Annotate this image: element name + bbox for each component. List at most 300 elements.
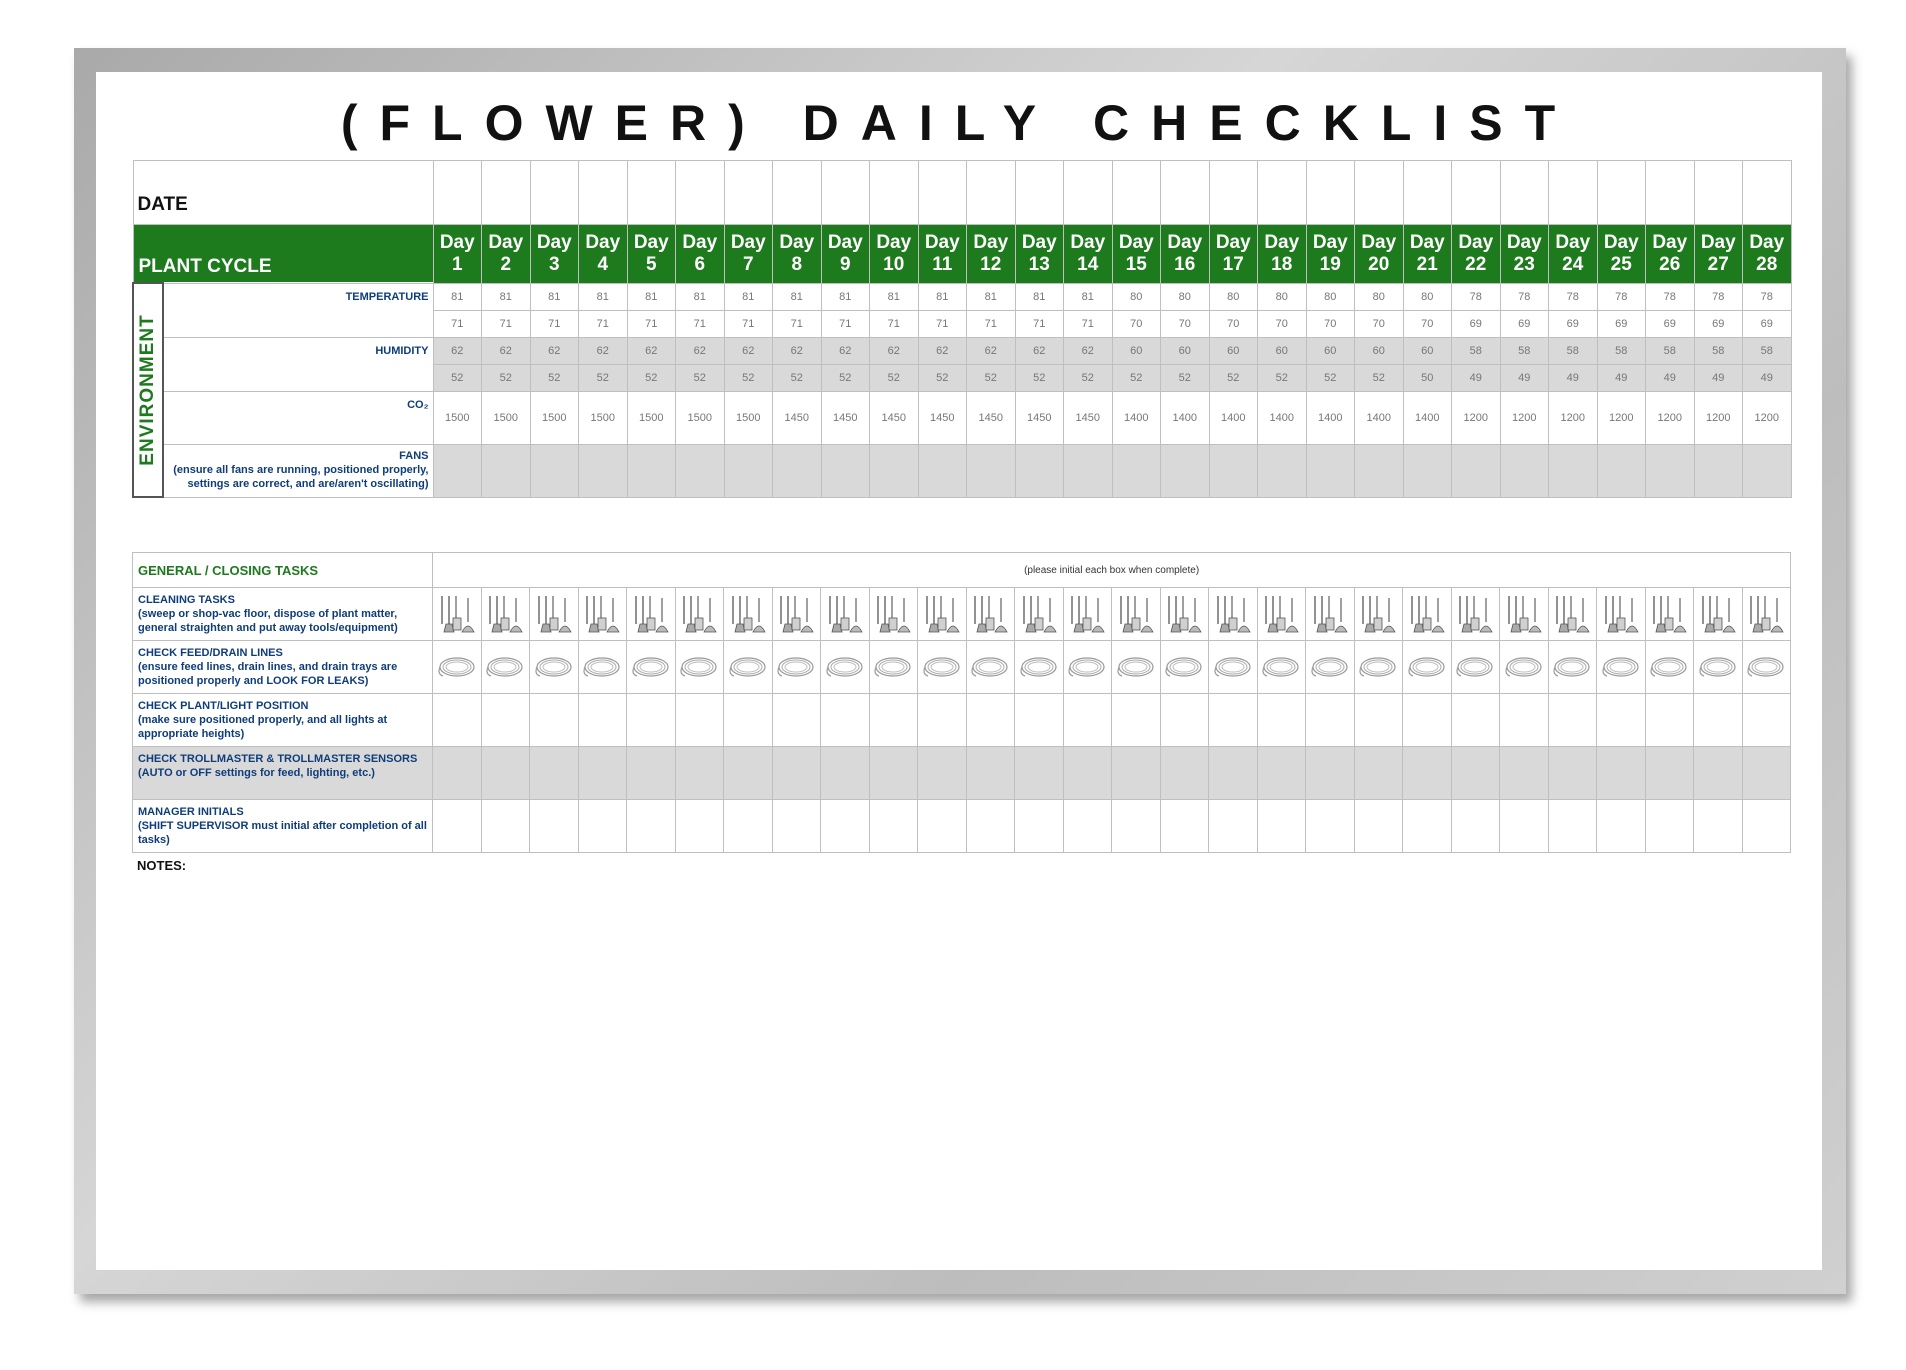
task-check-cell[interactable] bbox=[821, 694, 870, 747]
day-header bbox=[1015, 225, 1064, 284]
date-cell[interactable] bbox=[676, 161, 725, 225]
fans-check-cell[interactable] bbox=[433, 444, 482, 497]
fans-check-cell[interactable] bbox=[1500, 444, 1549, 497]
task-check-cell[interactable] bbox=[1209, 747, 1258, 800]
hose-coil-icon bbox=[1258, 654, 1306, 680]
date-cell[interactable] bbox=[967, 161, 1016, 225]
task-check-cell[interactable] bbox=[869, 588, 918, 641]
day-word: Day bbox=[876, 231, 912, 253]
env-value: 78 bbox=[1646, 283, 1695, 310]
day-number: 21 bbox=[1416, 253, 1438, 275]
env-value: 58 bbox=[1452, 337, 1501, 364]
task-check-cell[interactable] bbox=[1063, 641, 1112, 694]
fans-check-cell[interactable] bbox=[676, 444, 725, 497]
task-check-cell[interactable] bbox=[433, 800, 482, 853]
task-check-cell[interactable] bbox=[1257, 588, 1306, 641]
task-check-cell[interactable] bbox=[966, 641, 1015, 694]
date-cell[interactable] bbox=[530, 161, 579, 225]
fans-check-cell[interactable] bbox=[1694, 444, 1743, 497]
hose-coil-icon bbox=[482, 654, 530, 680]
fans-check-cell[interactable] bbox=[1161, 444, 1210, 497]
task-check-cell[interactable] bbox=[724, 694, 773, 747]
task-check-cell[interactable] bbox=[1548, 641, 1597, 694]
cleaning-tools-icon bbox=[1743, 594, 1791, 634]
task-check-cell[interactable] bbox=[578, 800, 627, 853]
fans-check-cell[interactable] bbox=[918, 444, 967, 497]
env-value: 62 bbox=[870, 337, 919, 364]
task-check-cell[interactable] bbox=[724, 800, 773, 853]
date-cell[interactable] bbox=[1209, 161, 1258, 225]
env-value: 52 bbox=[870, 364, 919, 391]
date-cell[interactable] bbox=[579, 161, 628, 225]
day-number: 22 bbox=[1465, 253, 1487, 275]
task-check-cell[interactable] bbox=[918, 641, 967, 694]
cleaning-tools-icon bbox=[1597, 594, 1645, 634]
task-check-cell[interactable] bbox=[1403, 694, 1452, 747]
cleaning-tools-icon bbox=[579, 594, 627, 634]
task-check-cell[interactable] bbox=[966, 800, 1015, 853]
task-check-cell[interactable] bbox=[1257, 800, 1306, 853]
task-check-cell[interactable] bbox=[821, 588, 870, 641]
task-check-cell[interactable] bbox=[1645, 800, 1694, 853]
env-value: 1200 bbox=[1597, 391, 1646, 444]
task-check-cell[interactable] bbox=[627, 800, 676, 853]
task-check-cell[interactable] bbox=[1306, 694, 1355, 747]
task-check-cell[interactable] bbox=[1112, 800, 1161, 853]
task-check-cell[interactable] bbox=[1694, 694, 1743, 747]
date-cell[interactable] bbox=[1452, 161, 1501, 225]
task-check-cell[interactable] bbox=[481, 800, 530, 853]
task-check-cell[interactable] bbox=[1160, 747, 1209, 800]
fans-check-cell[interactable] bbox=[1258, 444, 1307, 497]
date-cell[interactable] bbox=[1306, 161, 1355, 225]
env-value: 81 bbox=[967, 283, 1016, 310]
date-cell[interactable] bbox=[627, 161, 676, 225]
day-number: 25 bbox=[1610, 253, 1632, 275]
date-cell[interactable] bbox=[482, 161, 531, 225]
day-word: Day bbox=[439, 231, 475, 253]
task-check-cell[interactable] bbox=[869, 747, 918, 800]
task-check-cell[interactable] bbox=[1645, 747, 1694, 800]
fans-check-cell[interactable] bbox=[1355, 444, 1404, 497]
env-value: 1500 bbox=[627, 391, 676, 444]
task-check-cell[interactable] bbox=[433, 588, 482, 641]
task-check-cell[interactable] bbox=[918, 588, 967, 641]
task-check-cell[interactable] bbox=[772, 800, 821, 853]
env-value: 69 bbox=[1452, 310, 1501, 337]
task-check-cell[interactable] bbox=[1403, 641, 1452, 694]
task-check-cell[interactable] bbox=[481, 694, 530, 747]
fans-check-cell[interactable] bbox=[1646, 444, 1695, 497]
date-cell[interactable] bbox=[870, 161, 919, 225]
task-check-cell[interactable] bbox=[1354, 800, 1403, 853]
task-check-cell[interactable] bbox=[1597, 747, 1646, 800]
task-check-cell[interactable] bbox=[821, 641, 870, 694]
date-cell[interactable] bbox=[1694, 161, 1743, 225]
hose-coil-icon bbox=[1743, 654, 1791, 680]
hose-coil-icon bbox=[870, 654, 918, 680]
date-cell[interactable] bbox=[1064, 161, 1113, 225]
task-check-cell[interactable] bbox=[1160, 800, 1209, 853]
env-value: 80 bbox=[1209, 283, 1258, 310]
day-word: Day bbox=[1070, 231, 1106, 253]
task-check-cell[interactable] bbox=[1645, 588, 1694, 641]
env-value: 1400 bbox=[1306, 391, 1355, 444]
task-check-cell[interactable] bbox=[1645, 694, 1694, 747]
fans-title: FANS bbox=[399, 449, 429, 462]
task-check-cell[interactable] bbox=[724, 588, 773, 641]
task-check-cell[interactable] bbox=[1209, 588, 1258, 641]
task-row bbox=[133, 641, 1791, 694]
day-header bbox=[1112, 225, 1161, 284]
task-check-cell[interactable] bbox=[1306, 588, 1355, 641]
fans-check-cell[interactable] bbox=[482, 444, 531, 497]
task-check-cell[interactable] bbox=[1063, 694, 1112, 747]
hose-coil-icon bbox=[579, 654, 627, 680]
task-check-cell[interactable] bbox=[1451, 747, 1500, 800]
task-check-cell[interactable] bbox=[1257, 694, 1306, 747]
task-check-cell[interactable] bbox=[1742, 694, 1791, 747]
task-check-cell[interactable] bbox=[1209, 800, 1258, 853]
task-check-cell[interactable] bbox=[1597, 641, 1646, 694]
task-check-cell[interactable] bbox=[1742, 747, 1791, 800]
date-cell[interactable] bbox=[1112, 161, 1161, 225]
env-value: 1400 bbox=[1258, 391, 1307, 444]
task-check-cell[interactable] bbox=[1597, 800, 1646, 853]
env-value: 81 bbox=[676, 283, 725, 310]
task-check-cell[interactable] bbox=[1354, 588, 1403, 641]
date-label: DATE bbox=[133, 161, 433, 225]
task-check-cell[interactable] bbox=[724, 747, 773, 800]
env-value: 62 bbox=[433, 337, 482, 364]
env-value: 71 bbox=[579, 310, 628, 337]
task-check-cell[interactable] bbox=[1694, 641, 1743, 694]
fans-label bbox=[163, 444, 433, 497]
date-cell[interactable] bbox=[1743, 161, 1792, 225]
fans-check-cell[interactable] bbox=[1597, 444, 1646, 497]
task-check-cell[interactable] bbox=[1403, 800, 1452, 853]
task-check-cell[interactable] bbox=[675, 588, 724, 641]
task-check-cell[interactable] bbox=[1015, 800, 1064, 853]
day-number: 23 bbox=[1513, 253, 1535, 275]
env-value: 1400 bbox=[1112, 391, 1161, 444]
hose-coil-icon bbox=[1500, 654, 1548, 680]
task-check-cell[interactable] bbox=[821, 747, 870, 800]
hose-coil-icon bbox=[967, 654, 1015, 680]
fans-check-cell[interactable] bbox=[1403, 444, 1452, 497]
plant-cycle-label: PLANT CYCLE bbox=[133, 225, 433, 284]
task-check-cell[interactable] bbox=[1451, 641, 1500, 694]
fans-check-cell[interactable] bbox=[1112, 444, 1161, 497]
task-check-cell[interactable] bbox=[1500, 588, 1549, 641]
task-check-cell[interactable] bbox=[869, 694, 918, 747]
day-number: 15 bbox=[1125, 253, 1147, 275]
task-check-cell[interactable] bbox=[1597, 694, 1646, 747]
task-check-cell[interactable] bbox=[1015, 641, 1064, 694]
task-check-cell[interactable] bbox=[675, 694, 724, 747]
task-check-cell[interactable] bbox=[481, 747, 530, 800]
env-value: 78 bbox=[1500, 283, 1549, 310]
task-title: CHECK TROLLMASTER & TROLLMASTER SENSORS bbox=[138, 753, 418, 765]
fans-check-cell[interactable] bbox=[627, 444, 676, 497]
cleaning-tools-icon bbox=[530, 594, 578, 634]
task-check-cell[interactable] bbox=[1257, 641, 1306, 694]
task-check-cell[interactable] bbox=[578, 588, 627, 641]
task-check-cell[interactable] bbox=[1063, 800, 1112, 853]
env-value: 58 bbox=[1743, 337, 1792, 364]
task-check-cell[interactable] bbox=[1160, 641, 1209, 694]
task-check-cell[interactable] bbox=[578, 694, 627, 747]
env-value: 52 bbox=[1258, 364, 1307, 391]
task-check-cell[interactable] bbox=[433, 747, 482, 800]
task-check-cell[interactable] bbox=[1160, 694, 1209, 747]
fans-check-cell[interactable] bbox=[870, 444, 919, 497]
task-check-cell[interactable] bbox=[1160, 588, 1209, 641]
env-value: 1400 bbox=[1161, 391, 1210, 444]
task-check-cell[interactable] bbox=[869, 641, 918, 694]
date-cell[interactable] bbox=[918, 161, 967, 225]
task-check-cell[interactable] bbox=[481, 641, 530, 694]
task-check-cell[interactable] bbox=[530, 641, 579, 694]
env-value: 69 bbox=[1694, 310, 1743, 337]
date-cell[interactable] bbox=[821, 161, 870, 225]
date-cell[interactable] bbox=[433, 161, 482, 225]
task-check-cell[interactable] bbox=[578, 641, 627, 694]
task-check-cell[interactable] bbox=[530, 747, 579, 800]
date-cell[interactable] bbox=[1549, 161, 1598, 225]
env-value: 52 bbox=[530, 364, 579, 391]
env-value: 60 bbox=[1306, 337, 1355, 364]
task-check-cell[interactable] bbox=[1694, 800, 1743, 853]
task-check-cell[interactable] bbox=[1597, 588, 1646, 641]
task-check-cell[interactable] bbox=[1015, 588, 1064, 641]
date-cell[interactable] bbox=[1258, 161, 1307, 225]
env-value: 70 bbox=[1112, 310, 1161, 337]
task-check-cell[interactable] bbox=[1015, 694, 1064, 747]
task-check-cell[interactable] bbox=[1112, 694, 1161, 747]
task-check-cell[interactable] bbox=[724, 641, 773, 694]
task-check-cell[interactable] bbox=[1112, 641, 1161, 694]
env-value: 49 bbox=[1694, 364, 1743, 391]
task-check-cell[interactable] bbox=[1451, 588, 1500, 641]
task-check-cell[interactable] bbox=[530, 800, 579, 853]
env-value: 1450 bbox=[870, 391, 919, 444]
task-check-cell[interactable] bbox=[1500, 747, 1549, 800]
env-value: 71 bbox=[724, 310, 773, 337]
task-check-cell[interactable] bbox=[1451, 694, 1500, 747]
env-value: 71 bbox=[1064, 310, 1113, 337]
day-number: 10 bbox=[883, 253, 905, 275]
task-check-cell[interactable] bbox=[918, 800, 967, 853]
env-value: 52 bbox=[1015, 364, 1064, 391]
task-check-cell[interactable] bbox=[1112, 588, 1161, 641]
env-value: 81 bbox=[482, 283, 531, 310]
day-header bbox=[870, 225, 919, 284]
task-check-cell[interactable] bbox=[1354, 694, 1403, 747]
day-number: 13 bbox=[1028, 253, 1050, 275]
fans-check-cell[interactable] bbox=[579, 444, 628, 497]
env-value: 1500 bbox=[530, 391, 579, 444]
fans-check-cell[interactable] bbox=[773, 444, 822, 497]
task-check-cell[interactable] bbox=[578, 747, 627, 800]
fans-check-cell[interactable] bbox=[967, 444, 1016, 497]
task-check-cell[interactable] bbox=[530, 694, 579, 747]
day-header bbox=[433, 225, 482, 284]
task-check-cell[interactable] bbox=[1742, 641, 1791, 694]
env-value: 80 bbox=[1112, 283, 1161, 310]
task-check-cell[interactable] bbox=[966, 694, 1015, 747]
date-cell[interactable] bbox=[1161, 161, 1210, 225]
task-check-cell[interactable] bbox=[675, 747, 724, 800]
env-value: 70 bbox=[1258, 310, 1307, 337]
env-value: 62 bbox=[967, 337, 1016, 364]
task-check-cell[interactable] bbox=[627, 747, 676, 800]
environment-label: ENVIRONMENT bbox=[137, 314, 158, 466]
task-check-cell[interactable] bbox=[481, 588, 530, 641]
env-value: 70 bbox=[1355, 310, 1404, 337]
task-check-cell[interactable] bbox=[1015, 747, 1064, 800]
env-value: 52 bbox=[676, 364, 725, 391]
fans-check-cell[interactable] bbox=[1452, 444, 1501, 497]
env-value: 52 bbox=[918, 364, 967, 391]
task-check-cell[interactable] bbox=[1257, 747, 1306, 800]
day-header bbox=[1694, 225, 1743, 284]
env-value: 78 bbox=[1743, 283, 1792, 310]
environment-side-label bbox=[133, 283, 163, 497]
task-check-cell[interactable] bbox=[530, 588, 579, 641]
task-check-cell[interactable] bbox=[821, 800, 870, 853]
fans-check-cell[interactable] bbox=[1743, 444, 1792, 497]
task-check-cell[interactable] bbox=[1063, 588, 1112, 641]
task-check-cell[interactable] bbox=[966, 747, 1015, 800]
task-check-cell[interactable] bbox=[1548, 747, 1597, 800]
task-check-cell[interactable] bbox=[1403, 747, 1452, 800]
env-value: 49 bbox=[1549, 364, 1598, 391]
fans-check-cell[interactable] bbox=[1209, 444, 1258, 497]
task-check-cell[interactable] bbox=[918, 747, 967, 800]
task-check-cell[interactable] bbox=[1645, 641, 1694, 694]
env-value: 1200 bbox=[1743, 391, 1792, 444]
task-check-cell[interactable] bbox=[1354, 747, 1403, 800]
env-value: 58 bbox=[1646, 337, 1695, 364]
env-value: 52 bbox=[579, 364, 628, 391]
task-row bbox=[133, 747, 1791, 800]
task-check-cell[interactable] bbox=[1742, 588, 1791, 641]
day-header bbox=[1500, 225, 1549, 284]
fans-check-cell[interactable] bbox=[1015, 444, 1064, 497]
cleaning-tools-icon bbox=[773, 594, 821, 634]
task-check-cell[interactable] bbox=[772, 588, 821, 641]
task-check-cell[interactable] bbox=[1451, 800, 1500, 853]
task-check-cell[interactable] bbox=[433, 694, 482, 747]
fans-check-cell[interactable] bbox=[821, 444, 870, 497]
date-cell[interactable] bbox=[1500, 161, 1549, 225]
date-cell[interactable] bbox=[773, 161, 822, 225]
task-check-cell[interactable] bbox=[1548, 588, 1597, 641]
task-check-cell[interactable] bbox=[1694, 747, 1743, 800]
task-check-cell[interactable] bbox=[675, 800, 724, 853]
env-value: 52 bbox=[433, 364, 482, 391]
date-cell[interactable] bbox=[1015, 161, 1064, 225]
env-value: 52 bbox=[773, 364, 822, 391]
temperature-label: TEMPERATURE bbox=[163, 283, 433, 337]
task-check-cell[interactable] bbox=[1112, 747, 1161, 800]
fans-check-cell[interactable] bbox=[1064, 444, 1113, 497]
task-title: CLEANING TASKS bbox=[138, 594, 235, 606]
task-check-cell[interactable] bbox=[1403, 588, 1452, 641]
task-check-cell[interactable] bbox=[1063, 747, 1112, 800]
task-check-cell[interactable] bbox=[1500, 641, 1549, 694]
date-cell[interactable] bbox=[1646, 161, 1695, 225]
task-check-cell[interactable] bbox=[1548, 694, 1597, 747]
task-check-cell[interactable] bbox=[772, 694, 821, 747]
date-cell[interactable] bbox=[1355, 161, 1404, 225]
task-check-cell[interactable] bbox=[1694, 588, 1743, 641]
day-header bbox=[1161, 225, 1210, 284]
task-check-cell[interactable] bbox=[1306, 800, 1355, 853]
hose-coil-icon bbox=[1064, 654, 1112, 680]
env-value: 70 bbox=[1209, 310, 1258, 337]
task-check-cell[interactable] bbox=[1306, 747, 1355, 800]
env-value: 62 bbox=[773, 337, 822, 364]
env-value: 70 bbox=[1161, 310, 1210, 337]
task-check-cell[interactable] bbox=[675, 641, 724, 694]
task-check-cell[interactable] bbox=[1209, 641, 1258, 694]
task-check-cell[interactable] bbox=[869, 800, 918, 853]
env-value: 1500 bbox=[482, 391, 531, 444]
date-cell[interactable] bbox=[1403, 161, 1452, 225]
date-cell[interactable] bbox=[724, 161, 773, 225]
tasks-header-row bbox=[133, 553, 1791, 588]
day-number: 26 bbox=[1659, 253, 1681, 275]
environment-table bbox=[132, 160, 1792, 498]
task-check-cell[interactable] bbox=[1209, 694, 1258, 747]
task-check-cell[interactable] bbox=[1742, 800, 1791, 853]
task-check-cell[interactable] bbox=[772, 747, 821, 800]
task-check-cell[interactable] bbox=[1354, 641, 1403, 694]
task-check-cell[interactable] bbox=[627, 641, 676, 694]
task-check-cell[interactable] bbox=[433, 641, 482, 694]
fans-check-cell[interactable] bbox=[724, 444, 773, 497]
fans-check-cell[interactable] bbox=[1549, 444, 1598, 497]
task-check-cell[interactable] bbox=[1306, 641, 1355, 694]
env-value: 78 bbox=[1694, 283, 1743, 310]
task-check-cell[interactable] bbox=[1500, 800, 1549, 853]
task-check-cell[interactable] bbox=[772, 641, 821, 694]
fans-check-cell[interactable] bbox=[530, 444, 579, 497]
day-header bbox=[482, 225, 531, 284]
day-number: 3 bbox=[548, 253, 560, 275]
task-check-cell[interactable] bbox=[627, 588, 676, 641]
cleaning-tools-icon bbox=[724, 594, 772, 634]
cleaning-tools-icon bbox=[1258, 594, 1306, 634]
env-row-co2 bbox=[133, 391, 1791, 444]
fans-check-cell[interactable] bbox=[1306, 444, 1355, 497]
hose-coil-icon bbox=[433, 654, 481, 680]
date-cell[interactable] bbox=[1597, 161, 1646, 225]
fans-row bbox=[133, 444, 1791, 497]
task-check-cell[interactable] bbox=[1500, 694, 1549, 747]
env-value: 81 bbox=[1064, 283, 1113, 310]
task-check-cell[interactable] bbox=[1548, 800, 1597, 853]
env-row-temp-high bbox=[133, 283, 1791, 310]
task-check-cell[interactable] bbox=[627, 694, 676, 747]
task-check-cell[interactable] bbox=[966, 588, 1015, 641]
day-header bbox=[579, 225, 628, 284]
env-value: 1200 bbox=[1694, 391, 1743, 444]
task-check-cell[interactable] bbox=[918, 694, 967, 747]
hose-coil-icon bbox=[1694, 654, 1742, 680]
